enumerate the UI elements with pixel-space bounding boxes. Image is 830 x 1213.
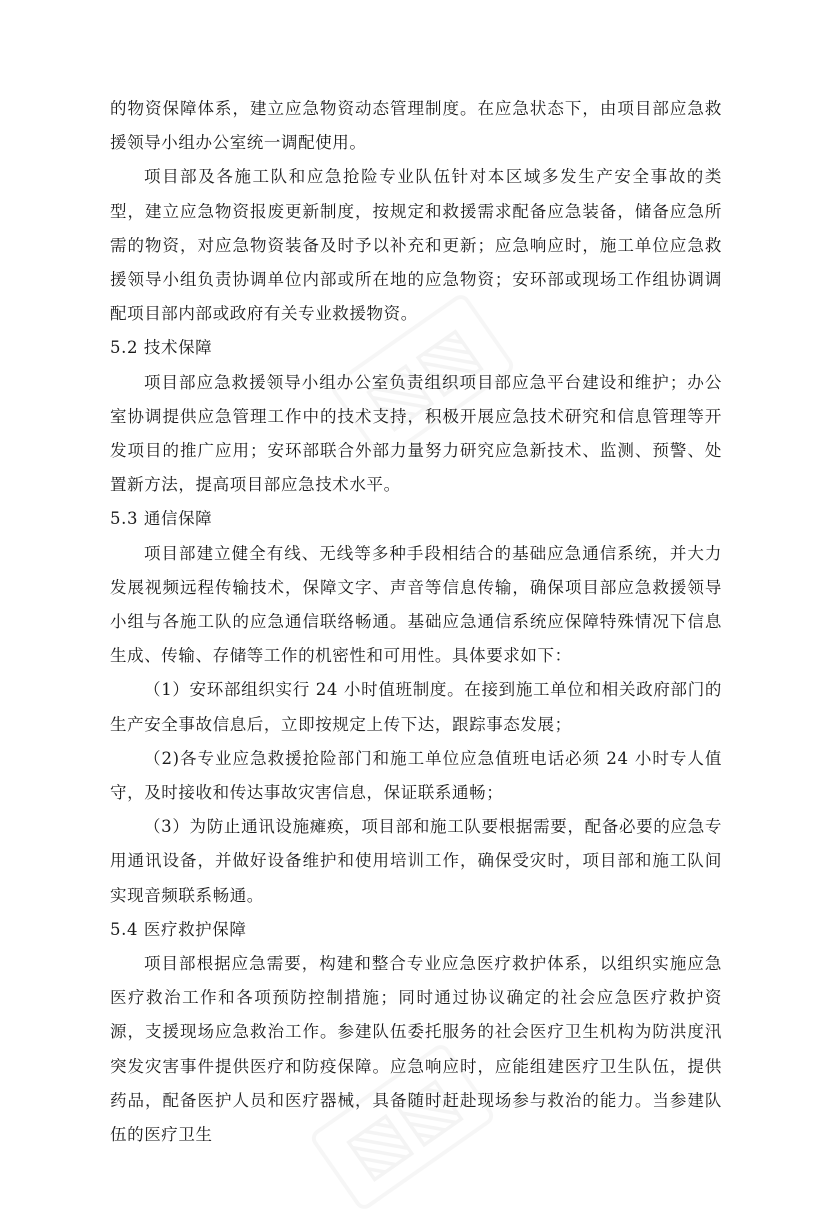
list-item: （2)各专业应急救援抢险部门和施工单位应急值班电话必须 24 小时专人值守，及时接收和传达事故灾害信息，保证联系通畅； bbox=[110, 748, 722, 803]
paragraph: 项目部根据应急需要，构建和整合专业应急医疗救护体系，以组织实施应急医疗救治工作和各项预防控制措施；同时通过协议确定的社会应急医疗救护资源，支援现场应急救治工作。参建队伍委托服务的社会医疗卫生机构为防洪度汛突发灾害事件提供医疗和防疫保障。应急响应时，应能组建医疗卫生队伍，提供药品，配备医护人员和医疗器械，具备随时赶赴现场参与救治的能力。当参建队伍的医疗卫生 bbox=[110, 954, 722, 1145]
paragraph: 项目部及各施工队和应急抢险专业队伍针对本区域多发生产安全事故的类型，建立应急物资报废更新制度，按规定和救援需求配备应急装备，储备应急所需的物资，对应急物资装备及时予以补充和更新；应急响应时，施工单位应急救援领导小组负责协调单位内部或所在地的应急物资；安环部或现场工作组协调调配项目部内部或政府有关专业救援物资。 bbox=[110, 167, 722, 324]
paragraph: 项目部应急救援领导小组办公室负责组织项目部应急平台建设和维护；办公室协调提供应急管理工作中的技术支持，积极开展应急技术研究和信息管理等开发项目的推广应用；安环部联合外部力量努力研究应急新技术、监测、预警、处置新方法，提高项目部应急技术水平。 bbox=[110, 372, 722, 495]
section-heading: 5.3 通信保障 bbox=[110, 509, 213, 529]
paragraph: 项目部建立健全有线、无线等多种手段相结合的基础应急通信系统，并大力发展视频远程传输技术，保障文字、声音等信息传输，确保项目部应急救援领导小组与各施工队的应急通信联络畅通。基础应急通信系统应保障特殊情况下信息生成、传输、存储等工作的机密性和可用性。具体要求如下： bbox=[110, 543, 722, 666]
list-item: （3）为防止通讯设施瘫痪，项目部和施工队要根据需要，配备必要的应急专用通讯设备，并做好设备维护和使用培训工作，确保受灾时，项目部和施工队间实现音频联系畅通。 bbox=[110, 817, 722, 905]
list-item: （1）安环部组织实行 24 小时值班制度。在接到施工单位和相关政府部门的生产安全事故信息后，立即按规定上传下达，跟踪事态发展； bbox=[110, 680, 722, 734]
document-page bbox=[110, 92, 722, 1152]
section-heading: 5.4 医疗救护保障 bbox=[110, 919, 247, 939]
paragraph: 的物资保障体系，建立应急物资动态管理制度。在应急状态下，由项目部应急救援领导小组办公室统一调配使用。 bbox=[110, 99, 722, 153]
section-heading: 5.2 技术保障 bbox=[110, 338, 213, 358]
